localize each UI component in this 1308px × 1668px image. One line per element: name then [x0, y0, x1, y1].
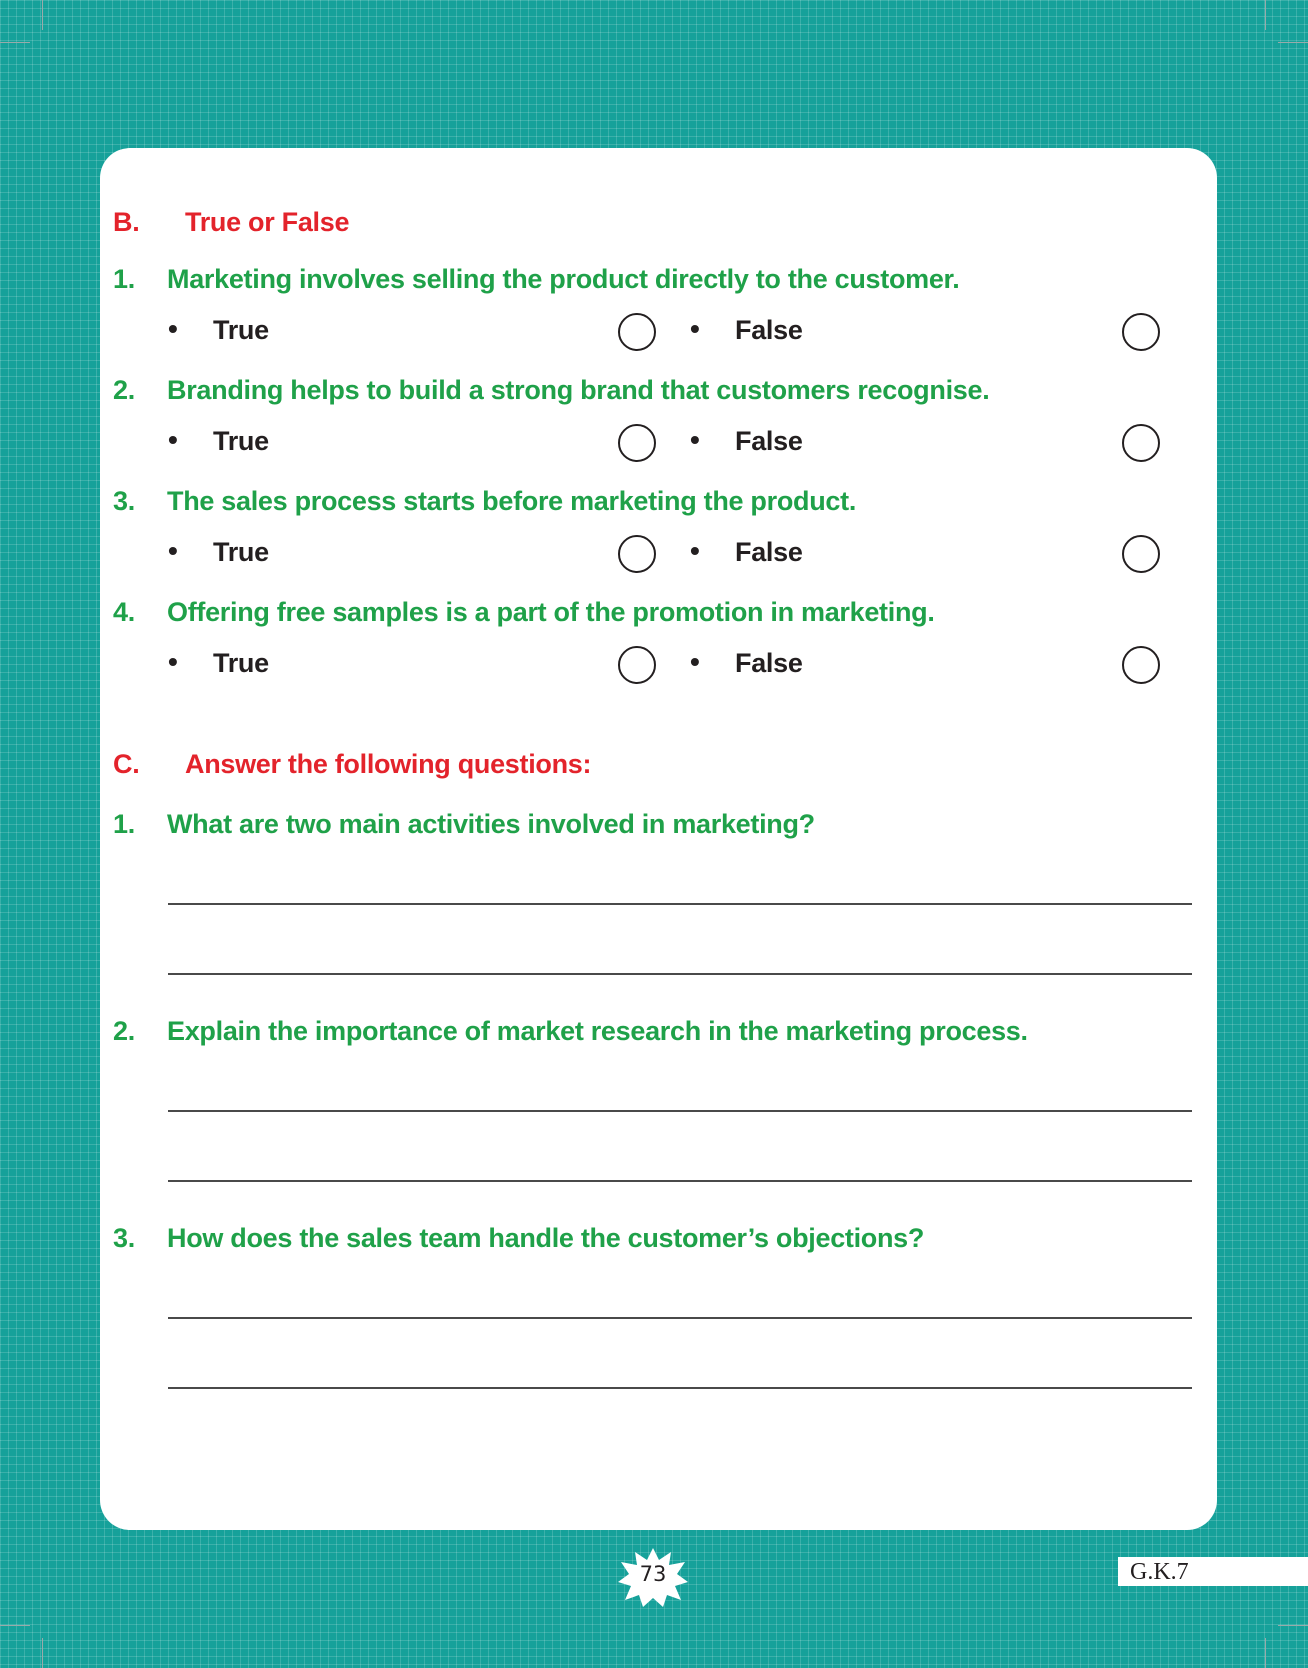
crop-mark — [1278, 42, 1308, 43]
bullet-icon: • — [690, 535, 700, 566]
question-number: 1. — [113, 264, 135, 294]
question-text: What are two main activities involved in marketing? — [167, 809, 815, 839]
bullet-icon: • — [690, 646, 700, 677]
question-number: 1. — [113, 809, 135, 839]
answer-circle-true[interactable] — [618, 424, 656, 462]
question-number: 4. — [113, 597, 135, 627]
answer-circle-true[interactable] — [618, 646, 656, 684]
question-number: 2. — [113, 375, 135, 405]
question-text: Explain the importance of market research in the marketing process. — [167, 1016, 1028, 1046]
section-letter: C. — [113, 749, 140, 779]
question-text: Offering free samples is a part of the promotion in marketing. — [167, 597, 935, 627]
answer-line[interactable] — [168, 1110, 1192, 1112]
crop-mark — [42, 1638, 43, 1668]
book-label-box — [1118, 1557, 1308, 1586]
page-number: 73 — [639, 1562, 667, 1586]
option-label: False — [735, 537, 803, 567]
answer-line[interactable] — [168, 1180, 1192, 1182]
answer-circle-true[interactable] — [618, 535, 656, 573]
answer-circle-false[interactable] — [1122, 424, 1160, 462]
bullet-icon: • — [168, 313, 178, 344]
bullet-icon: • — [168, 424, 178, 455]
option-label: False — [735, 315, 803, 345]
crop-mark — [42, 0, 43, 30]
question-text: Marketing involves selling the product directly to the customer. — [167, 264, 960, 294]
crop-mark — [1265, 1638, 1266, 1668]
option-label: True — [213, 426, 269, 456]
answer-circle-false[interactable] — [1122, 313, 1160, 351]
question-text: How does the sales team handle the customer’s objections? — [167, 1223, 925, 1253]
crop-mark — [0, 42, 30, 43]
answer-line[interactable] — [168, 1387, 1192, 1389]
bullet-icon: • — [690, 424, 700, 455]
section-title: True or False — [185, 207, 350, 237]
answer-circle-false[interactable] — [1122, 535, 1160, 573]
answer-line[interactable] — [168, 973, 1192, 975]
question-number: 3. — [113, 1223, 135, 1253]
answer-line[interactable] — [168, 903, 1192, 905]
crop-mark — [1278, 1625, 1308, 1626]
crop-mark — [0, 1625, 30, 1626]
section-title: Answer the following questions: — [185, 749, 592, 779]
option-label: True — [213, 648, 269, 678]
answer-circle-true[interactable] — [618, 313, 656, 351]
answer-line[interactable] — [168, 1317, 1192, 1319]
question-text: The sales process starts before marketing the product. — [167, 486, 857, 516]
question-number: 3. — [113, 486, 135, 516]
option-label: False — [735, 648, 803, 678]
question-text: Branding helps to build a strong brand that customers recognise. — [167, 375, 990, 405]
option-label: True — [213, 537, 269, 567]
option-label: True — [213, 315, 269, 345]
bullet-icon: • — [168, 535, 178, 566]
question-number: 2. — [113, 1016, 135, 1046]
option-label: False — [735, 426, 803, 456]
crop-mark — [1265, 0, 1266, 30]
bullet-icon: • — [168, 646, 178, 677]
answer-circle-false[interactable] — [1122, 646, 1160, 684]
section-letter: B. — [113, 207, 140, 237]
book-label: G.K.7 — [1130, 1559, 1189, 1585]
bullet-icon: • — [690, 313, 700, 344]
